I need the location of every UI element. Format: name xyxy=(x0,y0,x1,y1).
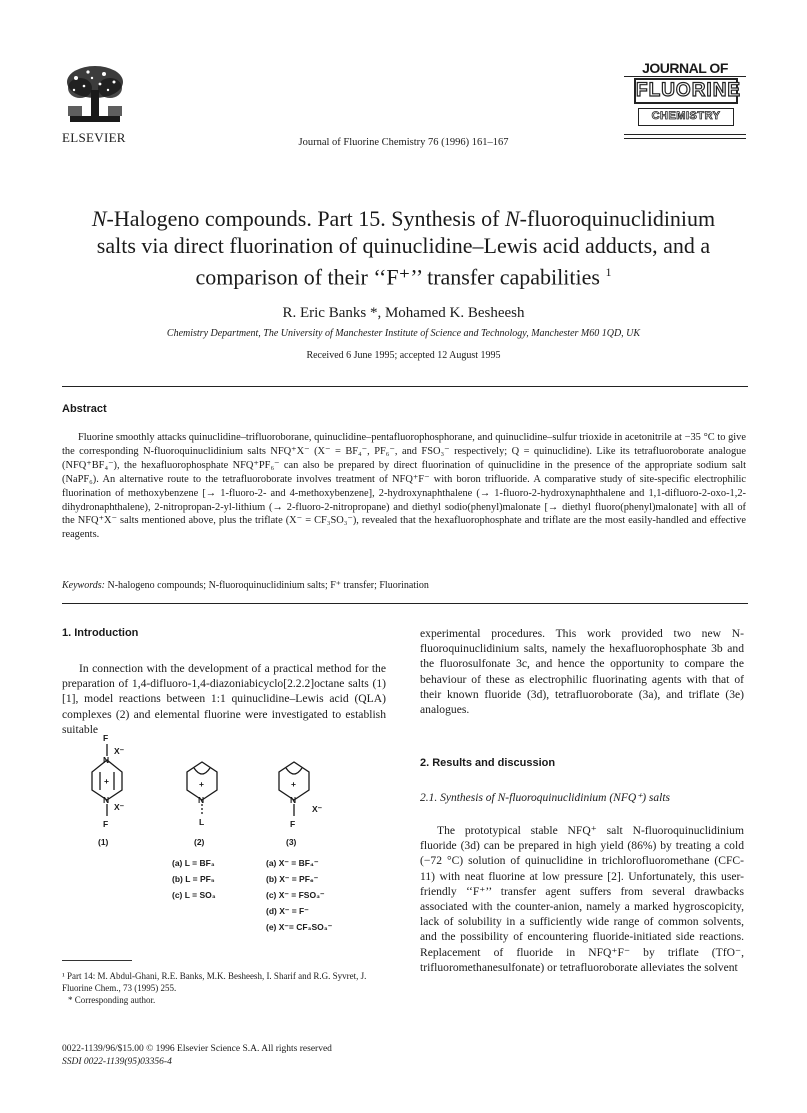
anion-label: X⁻ xyxy=(114,802,125,812)
divider xyxy=(62,603,748,604)
logo-rule xyxy=(624,138,746,139)
intro-paragraph: In connection with the development of a practical method for the preparation of 1,4-difluoro-1,4-diazoniabicyclo[2.2.2]octane salts (1) [1], model reactions between 1:1 quinuclidine–Lewis acid (QLA) complexes (2) and elemental fluorine were investigated to establish suitable xyxy=(62,662,386,736)
received-dates: Received 6 June 1995; accepted 12 August 1995 xyxy=(306,350,501,361)
publisher-name: ELSEVIER xyxy=(62,130,126,145)
list2-item: (a) L = BF₃ xyxy=(172,858,215,868)
compound-label-3: (3) xyxy=(286,837,297,847)
copyright-block xyxy=(62,1043,332,1069)
affiliation: Chemistry Department, The University of Manchester Institute of Science and Technology, Manchester M60 1QD, UK xyxy=(166,328,641,339)
list3-item: (d) X⁻ = F⁻ xyxy=(266,906,309,916)
footnote-1: ¹ Part 14: M. Abdul-Ghani, R.E. Banks, M.K. Besheesh, I. Sharif and R.G. Syvret, J. Fluorine Chem., 73 (1995) 255. xyxy=(62,971,367,993)
atom-N: N xyxy=(290,795,297,805)
list3-item: (c) X⁻ = FSO₃⁻ xyxy=(266,890,325,900)
logo-rule xyxy=(624,134,746,135)
atom-L: L xyxy=(199,817,205,827)
compound-label-2: (2) xyxy=(194,837,205,847)
plus-charge: + xyxy=(291,779,296,789)
divider xyxy=(62,386,748,387)
journal-citation: Journal of Fluorine Chemistry 76 (1996) 161–167 xyxy=(298,137,509,148)
list2-item: (b) L = PF₅ xyxy=(172,874,215,884)
logo-rule xyxy=(624,76,746,77)
section-heading-results: 2. Results and discussion xyxy=(420,757,556,769)
subsection-heading: 2.1. Synthesis of N-fluoroquinuclidinium (NFQ⁺) salts xyxy=(420,792,671,804)
copyright-line: 0022-1139/96/$15.00 © 1996 Elsevier Science S.A. All rights reserved xyxy=(62,1044,332,1054)
chemical-structures-figure xyxy=(62,730,392,940)
article-title: N-Halogeno compounds. Part 15. Synthesis of N-fluoroquinuclidinium salts via direct fluorination of quinuclidine–Lewis acid adducts, and a comparison of their ‘‘F⁺’’ transfer capabilities $^1$ xyxy=(91,206,716,290)
journal-logo-line3: CHEMISTRY xyxy=(638,108,734,126)
atom-N: N xyxy=(103,755,110,765)
anion-label: X⁻ xyxy=(114,746,125,756)
list3-item: (e) X⁻= CF₃SO₃⁻ xyxy=(266,922,333,932)
elsevier-tree-logo xyxy=(62,62,128,126)
atom-N: N xyxy=(103,795,110,805)
atom-N: N xyxy=(198,795,205,805)
journal-logo xyxy=(624,60,746,146)
authors: R. Eric Banks *, Mohamed K. Besheesh xyxy=(282,305,525,321)
ssdi-line: SSDI 0022-1139(95)03356-4 xyxy=(62,1057,172,1067)
list3-item: (a) X⁻ = BF₄⁻ xyxy=(266,858,319,868)
footnotes xyxy=(62,970,386,1006)
abstract-heading: Abstract xyxy=(62,403,107,415)
anion-label: X⁻ xyxy=(312,804,323,814)
keywords: Keywords: N-halogeno compounds; N-fluoroquinuclidinium salts; F⁺ transfer; Fluorination xyxy=(62,580,429,591)
right-col-paragraph-1: experimental procedures. This work provided two new N-fluoroquinuclidinium salts, namely the hexafluorophosphate 3b and the fluorosulfonate 3c, and hence the opportunity to compare the behaviour of these as electrophilic fluorinating agents with that of their known fluoride (3d), tetrafluoroborate (3a), and triflate (3e) analogues. xyxy=(420,627,744,717)
section-heading-introduction: 1. Introduction xyxy=(62,627,139,639)
plus-charge: + xyxy=(199,779,204,789)
compound-label-1: (1) xyxy=(98,837,109,847)
right-col-paragraph-2: The prototypical stable NFQ⁺ salt N-fluoroquinuclidinium fluoride (3d) can be prepared in high yield (86%) by treating a cold (−72 °C) solution of quinuclidine in trichlorofluoromethane (CFC-11) with neat fluorine at low pressure [2]. Unfortunately, this user-friendly ‘‘F⁺’’ transfer agent suffers from several drawbacks associated with the counter-anion, namely a marked hygroscopicity, lack of solubility in a sufficiently wide range of common solvents, and the possibility of encountering fluoride-initiated side reactions. Replacement of fluoride in NFQ⁺F⁻ by triflate (TfO⁻, trifluoromethanesulfonate) or tetrafluoroborate alleviates the solvent xyxy=(420,824,744,974)
atom-F: F xyxy=(103,733,109,743)
footnote-corresponding: * Corresponding author. xyxy=(68,995,156,1005)
plus-charge: + xyxy=(104,776,109,786)
abstract-text: Fluorine smoothly attacks quinuclidine–trifluoroborane, quinuclidine–pentafluorophosphorane, and quinuclidine–sulfur trioxide in acetonitrile at −35 °C to give the corresponding N-fluoroquinuclidinium salts NFQ⁺X⁻ (X⁻ = BF₄⁻, PF₆⁻, and FSO₃⁻ respectively; Q = quinuclidine). Like its tetrafluoroborate analogue (NFQ⁺BF₄⁻), the hexafluorophosphate NFQ⁺PF₆⁻ can also be prepared by direct fluorination of quinuclidine in the presence of the appropriate sodium salt (NaPF₆). An alternative route to the tetrafluoroborate involves treatment of NFQ⁺F⁻ with boron trifluoride. A comparative study of site-specific electrophilic fluorination of methoxybenzene [→ 1-fluoro-2- and 4-methoxybenzene], 2-hydroxynaphthalene (→ 1-fluoro-2-hydroxynaphthalene and 1,1-difluoro-2-oxo-1,2-dihydronaphthalene), 2-nitropropan-2-yl-lithium (→ 2-fluoro-2-nitropropane) and diethyl sodio(phenyl)malonate [→ diethyl fluoro(phenyl)malonate] with all of the NFQ⁺X⁻ salts mentioned above, plus the triflate (X⁻ = CF₃SO₃⁻), revealed that the hexafluorophosphate and triflate are the most easily-handled and effective reagents. xyxy=(62,432,746,541)
journal-logo-line1: JOURNAL OF xyxy=(642,60,728,76)
footnote-rule xyxy=(62,960,132,961)
list2-item: (c) L = SO₃ xyxy=(172,890,216,900)
atom-F: F xyxy=(290,819,296,829)
list3-item: (b) X⁻ = PF₆⁻ xyxy=(266,874,319,884)
journal-logo-line2: FLUORINE xyxy=(634,78,738,104)
atom-F: F xyxy=(103,819,109,829)
